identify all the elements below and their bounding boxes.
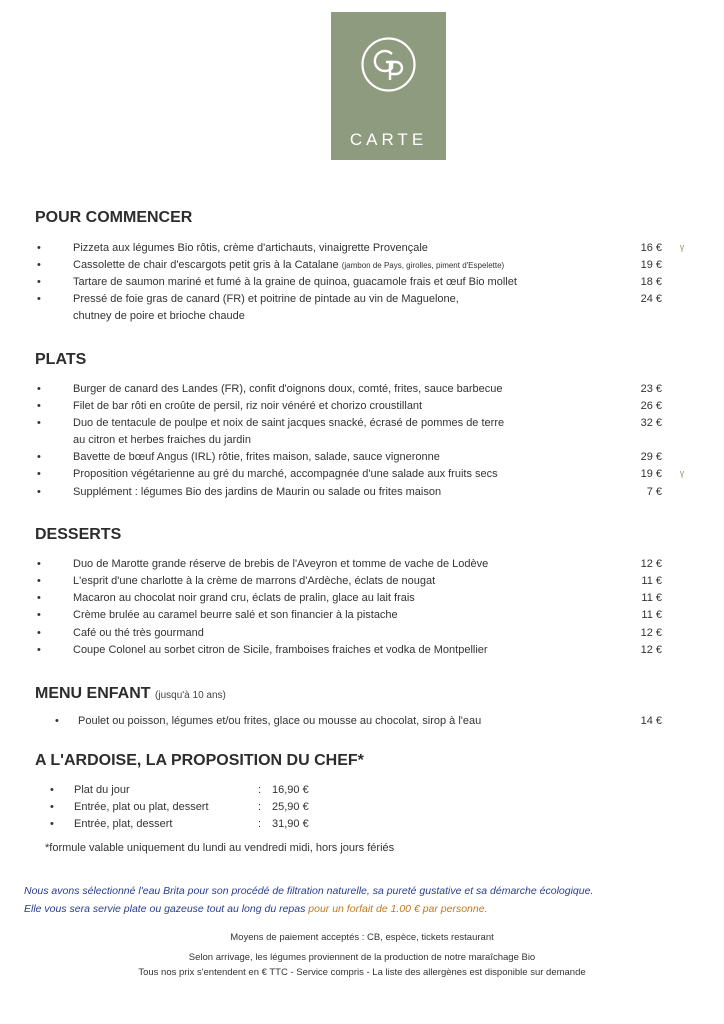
vegetarian-sprout-icon: ᵞ: [679, 467, 684, 482]
item-description: Proposition végétarienne au gré du marché, accompagnée d'une salade aux fruits secs: [73, 468, 498, 480]
item-price: 11 €: [641, 592, 662, 604]
item-price: 11 €: [641, 609, 662, 621]
item-description: L'esprit d'une charlotte à la crème de marrons d'Ardèche, éclats de nougat: [73, 575, 436, 587]
section-subtitle: (jusqu'à 10 ans): [155, 690, 226, 701]
water-line-2: Elle vous sera servie plate ou gazeuse tout au long du repas pour un forfait de 1.00 € par personne.: [24, 903, 488, 915]
vegetarian-sprout-icon: ᵞ: [679, 241, 684, 256]
item-price: 19 €: [640, 468, 662, 480]
item-description: Duo de tentacule de poulpe et noix de saint jacques snacké, écrasé de pommes de terre au citron et herbes fraiches du jardin: [73, 417, 505, 446]
item-description: Poulet ou poisson, légumes et/ou frites, glace ou mousse au chocolat, sirop à l'eau: [78, 715, 482, 727]
prices-note: Tous nos prix s'entendent en € TTC - Service compris - La liste des allergènes est disponible sur demande: [138, 967, 586, 978]
section-title-desserts: DESSERTS: [35, 526, 122, 543]
item-price: 7 €: [646, 486, 662, 498]
formula-price: 25,90 €: [272, 801, 309, 813]
item-price: 18 €: [640, 276, 662, 288]
item-price: 16 €: [640, 242, 662, 254]
item-price: 32 €: [640, 417, 662, 429]
menu-title: CARTE: [349, 130, 428, 149]
item-description: Burger de canard des Landes (FR), confit d'oignons doux, comté, frites, sauce barbecue: [73, 383, 503, 395]
item-price: 24 €: [640, 293, 662, 305]
logo-block: [331, 12, 446, 160]
section-title-commencer: POUR COMMENCER: [35, 209, 193, 226]
payment-methods: Moyens de paiement acceptés : CB, espèce, tickets restaurant: [230, 932, 494, 943]
item-description: Supplément : légumes Bio des jardins de Maurin ou salade ou frites maison: [73, 486, 442, 498]
vegetables-origin: Selon arrivage, les légumes proviennent de la production de notre maraîchage Bio: [188, 952, 536, 963]
item-description: Tartare de saumon mariné et fumé à la graine de quinoa, guacamole frais et œuf Bio mollet: [73, 276, 517, 288]
water-forfait: pour un forfait de 1.00 € par personne.: [308, 903, 488, 915]
water-note: [24, 882, 714, 918]
item-price: 12 €: [640, 627, 662, 639]
item-description: Cassolette de chair d'escargots petit gris à la Catalane (jambon de Pays, girolles, piment d'Espelette): [73, 259, 505, 271]
item-description: Pressé de foie gras de canard (FR) et poitrine de pintade au vin de Maguelone, chutney de poire et brioche chaude: [73, 293, 459, 322]
formula-label: Plat du jour: [74, 784, 130, 796]
item-description: Duo de Marotte grande réserve de brebis de l'Aveyron et tomme de vache de Lodève: [73, 558, 489, 570]
item-detail: (jambon de Pays, girolles, piment d'Espelette): [341, 261, 505, 270]
formula-price: 31,90 €: [272, 818, 309, 830]
item-description: Macaron au chocolat noir grand cru, éclats de pralin, glace au lait frais: [73, 592, 415, 604]
item-description: Crème brulée au caramel beurre salé et son financier à la pistache: [73, 609, 398, 621]
item-price: 23 €: [640, 383, 662, 395]
section-title-plats: PLATS: [35, 351, 87, 368]
formula-label: Entrée, plat ou plat, dessert: [74, 801, 209, 813]
formula-note: *formule valable uniquement du lundi au vendredi midi, hors jours fériés: [45, 842, 395, 854]
item-price: 29 €: [640, 451, 662, 463]
bullet: •: [37, 242, 41, 254]
item-price: 12 €: [640, 644, 662, 656]
item-price: 12 €: [640, 558, 662, 570]
item-description: Pizzeta aux légumes Bio rôtis, crème d'artichauts, vinaigrette Provençale: [73, 242, 428, 254]
item-description: Coupe Colonel au sorbet citron de Sicile, framboises fraiches et vodka de Montpellier: [73, 644, 488, 656]
item-description: Café ou thé très gourmand: [73, 627, 204, 639]
item-price: 14 €: [640, 715, 662, 727]
section-title-ardoise: A L'ARDOISE, LA PROPOSITION DU CHEF*: [35, 752, 364, 769]
water-line-1: Nous avons sélectionné l'eau Brita pour son procédé de filtration naturelle, sa pureté gustative et sa démarche écologique.: [24, 885, 594, 897]
section-title-enfant: MENU ENFANT (jusqu'à 10 ans): [35, 685, 226, 702]
item-price: 26 €: [640, 400, 662, 412]
formula-price: 16,90 €: [272, 784, 309, 796]
item-price: 19 €: [640, 259, 662, 271]
item-description: Bavette de bœuf Angus (IRL) rôtie, frites maison, salade, sauce vigneronne: [73, 451, 440, 463]
gp-monogram-icon: [360, 36, 417, 93]
item-description: Filet de bar rôti en croûte de persil, riz noir vénéré et chorizo croustillant: [73, 400, 423, 412]
formula-label: Entrée, plat, dessert: [74, 818, 173, 830]
item-price: 11 €: [641, 575, 662, 587]
